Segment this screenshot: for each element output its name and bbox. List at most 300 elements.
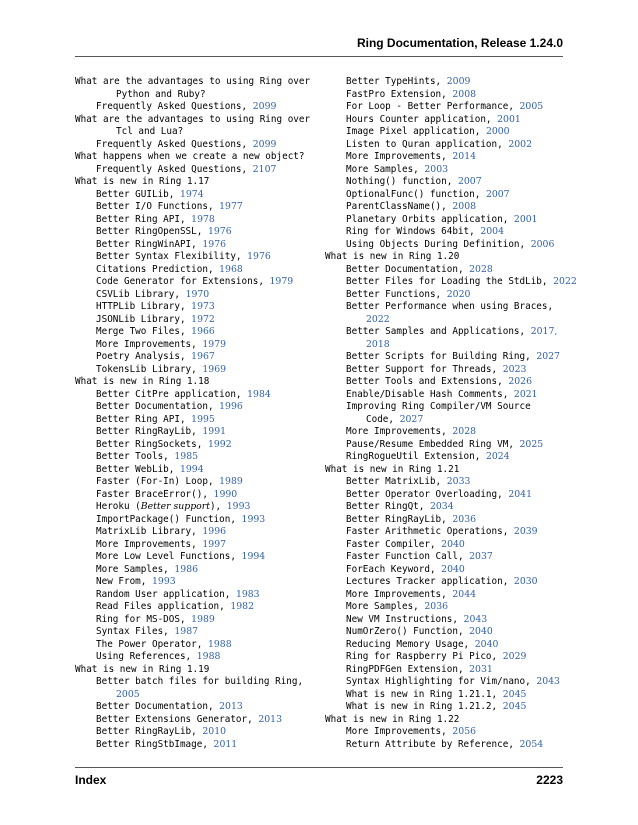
index-entry (325, 226, 563, 239)
page-reference-link[interactable]: 1991 (202, 426, 227, 437)
index-entry (325, 364, 563, 377)
page-reference-link[interactable]: 1989 (191, 613, 215, 625)
index-entry-text: More Improvements, (346, 426, 453, 437)
index-entry-text: Better Scripts for Building Ring, (346, 351, 537, 362)
page-reference-link[interactable]: 2008 (452, 201, 477, 212)
index-entry-text: Better RingRayLib, (96, 426, 203, 437)
index-entry (325, 701, 563, 714)
page-reference-link[interactable]: 1993 (226, 501, 251, 512)
index-entry-text: Faster Compiler, (346, 538, 442, 550)
index-entry-text: More Samples, (346, 601, 425, 612)
page-reference-link[interactable]: 2023 (502, 363, 527, 375)
index-entry-text: Better Tools, (96, 451, 175, 462)
page-reference-link[interactable]: 1979 (269, 276, 294, 287)
page-reference-link[interactable]: 2036 (452, 513, 477, 525)
page-reference-link[interactable]: 1967 (191, 351, 215, 362)
index-entry-text: Better CitPre application, (96, 388, 248, 400)
index-entry (75, 526, 313, 539)
index-entry-text: Image Pixel application, (346, 126, 486, 137)
index-entry-text: ImportPackage() Function, (96, 513, 242, 525)
index-heading (75, 376, 313, 389)
page-reference-link[interactable]: 1992 (207, 438, 232, 450)
index-entry-text: Better WebLib, (96, 463, 180, 475)
page-reference-link[interactable]: 1966 (191, 326, 215, 337)
index-entry-text: Ring for Raspberry Pi Pico, (346, 651, 503, 662)
index-entry (325, 264, 563, 277)
page-reference-link[interactable]: 2030 (513, 576, 538, 587)
index-entry (325, 526, 563, 539)
index-entry-text: Better Documentation, (346, 263, 470, 275)
index-entry (75, 551, 313, 564)
page-reference-link[interactable]: 2021 (513, 388, 538, 400)
index-entry (75, 251, 313, 264)
page-reference-link[interactable]: 1973 (191, 301, 215, 312)
index-entry (325, 539, 563, 552)
page-reference-link[interactable]: 2022 (366, 313, 390, 325)
index-entry-text: Better Ring API, (96, 413, 192, 425)
index-entry (75, 576, 313, 589)
index-entry-text: TokensLib Library, (96, 363, 203, 375)
index-entry-text: Better Samples and Applications, (346, 326, 531, 337)
page-reference-link[interactable]: 2028 (469, 263, 493, 275)
page-reference-link[interactable]: 2040 (474, 638, 499, 650)
index-heading (75, 664, 313, 677)
page-reference-link[interactable]: 1996 (219, 401, 243, 412)
index-heading (75, 76, 313, 101)
index-entry (325, 426, 563, 439)
index-entry-text: What is new in Ring 1.22 (325, 713, 460, 725)
index-entry-text: Better batch files for building Ring, (96, 676, 304, 687)
page-reference-link[interactable]: 2107 (252, 163, 277, 175)
index-entry (75, 301, 313, 314)
index-entry (75, 601, 313, 614)
index-entry (75, 639, 313, 652)
page-reference-link[interactable]: 2040 (441, 538, 465, 550)
index-entry (75, 226, 313, 239)
index-entry (75, 651, 313, 664)
page-reference-link[interactable]: 2056 (452, 726, 477, 737)
index-entry-text: JSONLib Library, (96, 313, 192, 325)
index-entry (325, 151, 563, 164)
index-entry-text: Better Files for Loading the StdLib, (346, 276, 554, 287)
index-entry-text: Lectures Tracker application, (346, 576, 514, 587)
page-reference-link[interactable]: 1976 (202, 238, 227, 250)
page-reference-link[interactable]: 1987 (174, 626, 199, 637)
page-reference-link[interactable]: 2036 (424, 601, 449, 612)
index-entry-text: Faster BraceError(), (96, 488, 214, 500)
index-entry-text: Better Documentation, (96, 701, 220, 712)
index-entry-text: Using References, (96, 651, 197, 662)
index-entry (75, 426, 313, 439)
index-heading (325, 714, 563, 727)
page-reference-link[interactable]: 1990 (213, 488, 238, 500)
page-reference-link[interactable]: 1985 (174, 451, 199, 462)
index-entry-text: More Low Level Functions, (96, 551, 242, 562)
index-entry-text: Heroku ( (96, 501, 141, 512)
page-reference-link[interactable]: 2043 (536, 676, 560, 687)
page-reference-link[interactable]: 1982 (230, 601, 255, 612)
index-entry-text: More Improvements, (96, 538, 203, 550)
index-entry-text: Random User application, (96, 588, 236, 600)
index-entry-text: ForEach Keyword, (346, 563, 442, 575)
page-reference-link[interactable]: 2007 (485, 188, 510, 200)
index-entry (75, 239, 313, 252)
index-entry-text: Improving Ring Compiler/VM Source Code, (346, 401, 531, 425)
index-entry (75, 101, 313, 114)
index-entry (75, 414, 313, 427)
index-entry-text: Better GUILib, (96, 188, 180, 200)
index-entry-text: Better RingSockets, (96, 438, 208, 450)
index-entry-text: Frequently Asked Questions, (96, 101, 253, 112)
page-reference-link[interactable]: 1994 (241, 551, 266, 562)
page-reference-link[interactable]: 2002 (508, 138, 532, 150)
page-reference-link[interactable]: 2099 (252, 101, 277, 112)
page-reference-link[interactable]: 2022 (553, 276, 577, 287)
index-entry-text: Planetary Orbits application, (346, 213, 514, 225)
index-entry-text: Better Extensions Generator, (96, 713, 259, 725)
index-column-left (75, 76, 313, 751)
index-entry (325, 564, 563, 577)
index-entry-text: MatrixLib Library, (96, 526, 203, 537)
index-entry-text: ParentClassName(), (346, 201, 453, 212)
index-heading (325, 464, 563, 477)
page-reference-link[interactable]: 2008 (452, 88, 477, 100)
index-entry (75, 701, 313, 714)
page-reference-link[interactable]: 2044 (452, 588, 477, 600)
index-entry (325, 126, 563, 139)
index-entry (75, 626, 313, 639)
index-entry-text: Better RingOpenSSL, (96, 226, 208, 237)
index-entry-text: RingRogueUtil Extension, (346, 451, 486, 462)
page-reference-link[interactable]: 1993 (241, 513, 266, 525)
index-entry-text: What is new in Ring 1.17 (75, 176, 210, 187)
index-entry (325, 389, 563, 402)
index-entry (75, 289, 313, 302)
index-entry-text: More Improvements, (346, 588, 453, 600)
index-entry (325, 589, 563, 602)
index-entry-text: NumOrZero() Function, (346, 626, 470, 637)
index-entry-text: What is new in Ring 1.18 (75, 376, 210, 387)
index-entry-text: More Improvements, (346, 726, 453, 737)
index-entry-text: Better RingQt, (346, 501, 430, 512)
index-entry (75, 514, 313, 527)
index-entry-text: New From, (96, 576, 152, 587)
index-entry (75, 276, 313, 289)
footer-rule (75, 767, 563, 768)
index-entry-text: Better Syntax Flexibility, (96, 251, 248, 262)
running-header: Ring Documentation, Release 1.24.0 (356, 36, 563, 50)
index-entry-text: Better Operator Overloading, (346, 488, 509, 500)
index-entry-text: Reducing Memory Usage, (346, 638, 475, 650)
index-entry (75, 189, 313, 202)
page-reference-link[interactable]: 2006 (530, 238, 555, 250)
index-entry-text: Poetry Analysis, (96, 351, 192, 362)
index-entry-text: Better RingStbImage, (96, 738, 214, 750)
page-reference-link[interactable]: 2054 (519, 738, 544, 750)
index-heading (75, 114, 313, 139)
index-entry-qualifier: Better support (140, 501, 210, 512)
page-reference-link[interactable]: 2045 (502, 701, 527, 712)
page-reference-link[interactable]: 2013 (219, 701, 243, 712)
page-reference-link[interactable]: 2000 (485, 126, 510, 137)
index-entry (325, 639, 563, 652)
index-entry-text: The Power Operator, (96, 638, 208, 650)
index-entry (75, 739, 313, 752)
index-entry-text: Faster (For-In) Loop, (96, 476, 220, 487)
index-entry-text: Frequently Asked Questions, (96, 138, 253, 150)
index-entry (325, 401, 563, 426)
page-reference-link[interactable]: 1995 (191, 413, 215, 425)
index-entry-text: What is new in Ring 1.19 (75, 663, 210, 675)
index-entry (75, 564, 313, 577)
page-reference-link[interactable]: 2043 (463, 613, 488, 625)
index-entry-text: More Improvements, (346, 151, 453, 162)
index-entry-text: Better Documentation, (96, 401, 220, 412)
page-reference-link[interactable]: 1974 (179, 188, 204, 200)
index-entry-text: Better RingRayLib, (96, 726, 203, 737)
index-entry-text: Merge Two Files, (96, 326, 192, 337)
index-entry-text: Better RingWinAPI, (96, 238, 203, 250)
index-entry-text: Better Performance when using Braces, (346, 301, 554, 312)
page-reference-link[interactable]: 2041 (508, 488, 532, 500)
page-reference-link[interactable]: 1996 (202, 526, 227, 537)
index-entry (75, 214, 313, 227)
index-entry-text: What is new in Ring 1.21 (325, 463, 460, 475)
page-reference-link[interactable]: 2028 (452, 426, 477, 437)
index-entry (75, 451, 313, 464)
index-entry (325, 451, 563, 464)
index-entry (325, 101, 563, 114)
index-entry-text: Pause/Resume Embedded Ring VM, (346, 438, 520, 450)
index-column-right (325, 76, 577, 751)
index-entry-text: Better I/O Functions, (96, 201, 220, 212)
index-entry (75, 501, 313, 514)
index-entry (325, 289, 563, 302)
footer-section: Index (75, 773, 107, 787)
page-reference-link[interactable]: 2034 (429, 501, 454, 512)
index-entry (75, 364, 313, 377)
index-entry (75, 676, 313, 701)
page-reference-link[interactable]: 2011 (213, 738, 238, 750)
index-entry (325, 176, 563, 189)
index-entry-text: Better RingRayLib, (346, 513, 453, 525)
index-entry (325, 439, 563, 452)
index-entry (75, 539, 313, 552)
index-entry (75, 164, 313, 177)
index-entry (325, 351, 563, 364)
page-reference-link[interactable]: 2029 (502, 651, 527, 662)
index-entry (325, 551, 563, 564)
page-reference-link[interactable]: 1976 (247, 251, 271, 262)
index-heading (325, 251, 563, 264)
index-entry (325, 164, 563, 177)
page-reference-link[interactable]: 2005 (116, 688, 140, 700)
header-rule (75, 56, 563, 57)
index-entry (325, 189, 563, 202)
index-entry-suffix: ), (209, 501, 227, 512)
index-entry (75, 464, 313, 477)
index-entry (325, 676, 563, 689)
index-entry (75, 326, 313, 339)
index-entry-text: Syntax Files, (96, 626, 175, 637)
index-entry (325, 376, 563, 389)
index-entry-text: Return Attribute by Reference, (346, 738, 520, 750)
page-reference-link[interactable]: 1976 (207, 226, 232, 237)
index-entry (325, 214, 563, 227)
page-reference-link[interactable]: 1970 (185, 288, 210, 300)
index-entry-text: Enable/Disable Hash Comments, (346, 388, 514, 400)
index-entry-text: HTTPLib Library, (96, 301, 192, 312)
index-entry-text: Better Functions, (346, 288, 447, 300)
index-entry-text: More Samples, (96, 563, 175, 575)
index-entry-text: Better TypeHints, (346, 76, 447, 87)
index-entry-text: Ring for MS-DOS, (96, 613, 192, 625)
index-entry (325, 514, 563, 527)
index-entry (325, 239, 563, 252)
index-entry-text: Better Tools and Extensions, (346, 376, 509, 387)
index-entry-text: OptionalFunc() function, (346, 188, 486, 200)
page-reference-link[interactable]: 1977 (219, 201, 243, 212)
page-reference-link[interactable]: 1989 (219, 476, 243, 487)
index-entry (75, 139, 313, 152)
page-reference-link[interactable]: 2007 (457, 176, 482, 187)
page-reference-link[interactable]: 2045 (502, 688, 527, 700)
page-reference-link[interactable]: 1986 (174, 563, 199, 575)
page-reference-link[interactable]: 1984 (247, 388, 271, 400)
page-reference-link[interactable]: 1994 (179, 463, 204, 475)
page-reference-link[interactable]: 2003 (424, 163, 449, 175)
index-entry-text: Using Objects During Definition, (346, 238, 531, 250)
index-entry (75, 201, 313, 214)
page-reference-link[interactable]: 2005 (519, 101, 544, 112)
index-entry (75, 439, 313, 452)
index-entry (325, 201, 563, 214)
index-entry (325, 139, 563, 152)
page-reference-link[interactable]: 2031 (469, 663, 493, 675)
page-reference-link[interactable]: 2014 (452, 151, 477, 162)
page-reference-link[interactable]: 2010 (202, 726, 227, 737)
page-reference-link[interactable]: 2004 (480, 226, 505, 237)
index-entry-text: Ring for Windows 64bit, (346, 226, 481, 237)
page-reference-link[interactable]: 2013 (258, 713, 282, 725)
index-entry (325, 501, 563, 514)
page-reference-link[interactable]: 2039 (513, 526, 538, 537)
index-entry-text: New VM Instructions, (346, 613, 464, 625)
index-entry-text: What is new in Ring 1.20 (325, 251, 460, 262)
index-entry (75, 589, 313, 602)
index-entry (325, 726, 563, 739)
page-reference-link[interactable]: 2001 (513, 213, 538, 225)
index-heading (75, 151, 313, 164)
index-entry-text: More Samples, (346, 163, 425, 175)
index-entry (75, 351, 313, 364)
page-reference-link[interactable]: 2025 (519, 438, 544, 450)
page-reference-link[interactable]: 2033 (446, 476, 471, 487)
index-entry (325, 651, 563, 664)
index-entry-text: Listen to Quran application, (346, 138, 509, 150)
index-entry (325, 276, 577, 289)
index-entry-text: Hours Counter application, (346, 113, 498, 125)
index-entry-text: What is new in Ring 1.21.1, (346, 688, 503, 700)
index-entry (75, 264, 313, 277)
index-entry (75, 476, 313, 489)
page-reference-link[interactable]: 2001 (497, 113, 521, 125)
index-entry-text: Read Files application, (96, 601, 231, 612)
page-reference-link[interactable]: 1968 (219, 263, 243, 275)
index-entry (75, 489, 313, 502)
index-entry (325, 114, 563, 127)
page-reference-link[interactable]: 1972 (191, 313, 215, 325)
page-reference-link[interactable]: 2027 (399, 413, 424, 425)
index-entry (75, 339, 313, 352)
page-reference-link[interactable]: 1988 (196, 651, 221, 662)
page-reference-link[interactable]: 1979 (202, 338, 227, 350)
index-entry (325, 626, 563, 639)
page-reference-link[interactable]: 2024 (485, 451, 510, 462)
index-heading (75, 176, 313, 189)
index-entry (325, 664, 563, 677)
index-entry (75, 401, 313, 414)
index-entry-text: Frequently Asked Questions, (96, 163, 253, 175)
index-entry (325, 76, 563, 89)
index-entry-text: Nothing() function, (346, 176, 458, 187)
page-reference-link[interactable]: 1983 (235, 588, 260, 600)
index-entry (75, 389, 313, 402)
index-entry-text: Better Ring API, (96, 213, 192, 225)
footer-page-number: 2223 (536, 773, 563, 787)
index-entry (325, 476, 563, 489)
index-entry-text: What happens when we create a new object? (75, 151, 305, 162)
page-reference-link[interactable]: 2037 (469, 551, 493, 562)
page-reference-link[interactable]: 2020 (446, 288, 471, 300)
index-entry (75, 614, 313, 627)
index-entry-text: Code Generator for Extensions, (96, 276, 270, 287)
index-entry-text: What is new in Ring 1.21.2, (346, 701, 503, 712)
index-entry-text: Faster Function Call, (346, 551, 470, 562)
index-entry-text: Faster Arithmetic Operations, (346, 526, 514, 537)
index-entry-text: What are the advantages to using Ring over Python and Ruby? (75, 76, 311, 100)
page-reference-link[interactable]: 1993 (151, 576, 176, 587)
index-entry (325, 326, 563, 351)
index-entry (75, 726, 313, 739)
index-entry-text: FastPro Extension, (346, 88, 453, 100)
index-entry (325, 576, 563, 589)
page-reference-link[interactable]: 2009 (446, 76, 471, 87)
page-reference-link[interactable]: 1997 (202, 538, 227, 550)
page-reference-link[interactable]: 1969 (202, 363, 227, 375)
page-reference-link[interactable]: 2099 (252, 138, 277, 150)
page-reference-link[interactable]: 1988 (207, 638, 232, 650)
index-entry-text: More Improvements, (96, 338, 203, 350)
index-entry-text: Better Support for Threads, (346, 363, 503, 375)
page-reference-link[interactable]: 2026 (508, 376, 532, 387)
page-reference-link[interactable]: 2017, 2018 (366, 326, 558, 350)
index-entry-text: Citations Prediction, (96, 263, 220, 275)
page-reference-link[interactable]: 2040 (469, 626, 493, 637)
index-entry (75, 714, 313, 727)
index-entry-text: CSVLib Library, (96, 288, 186, 300)
index-entry (325, 301, 563, 326)
page-reference-link[interactable]: 1978 (191, 213, 215, 225)
index-entry (325, 689, 563, 702)
page-reference-link[interactable]: 2040 (441, 563, 465, 575)
index-entry (325, 601, 563, 614)
index-entry-text: What are the advantages to using Ring over Tcl and Lua? (75, 113, 311, 137)
page-reference-link[interactable]: 2027 (536, 351, 560, 362)
index-entry (325, 739, 563, 752)
index-entry (325, 89, 563, 102)
index-entry-text: Better MatrixLib, (346, 476, 447, 487)
